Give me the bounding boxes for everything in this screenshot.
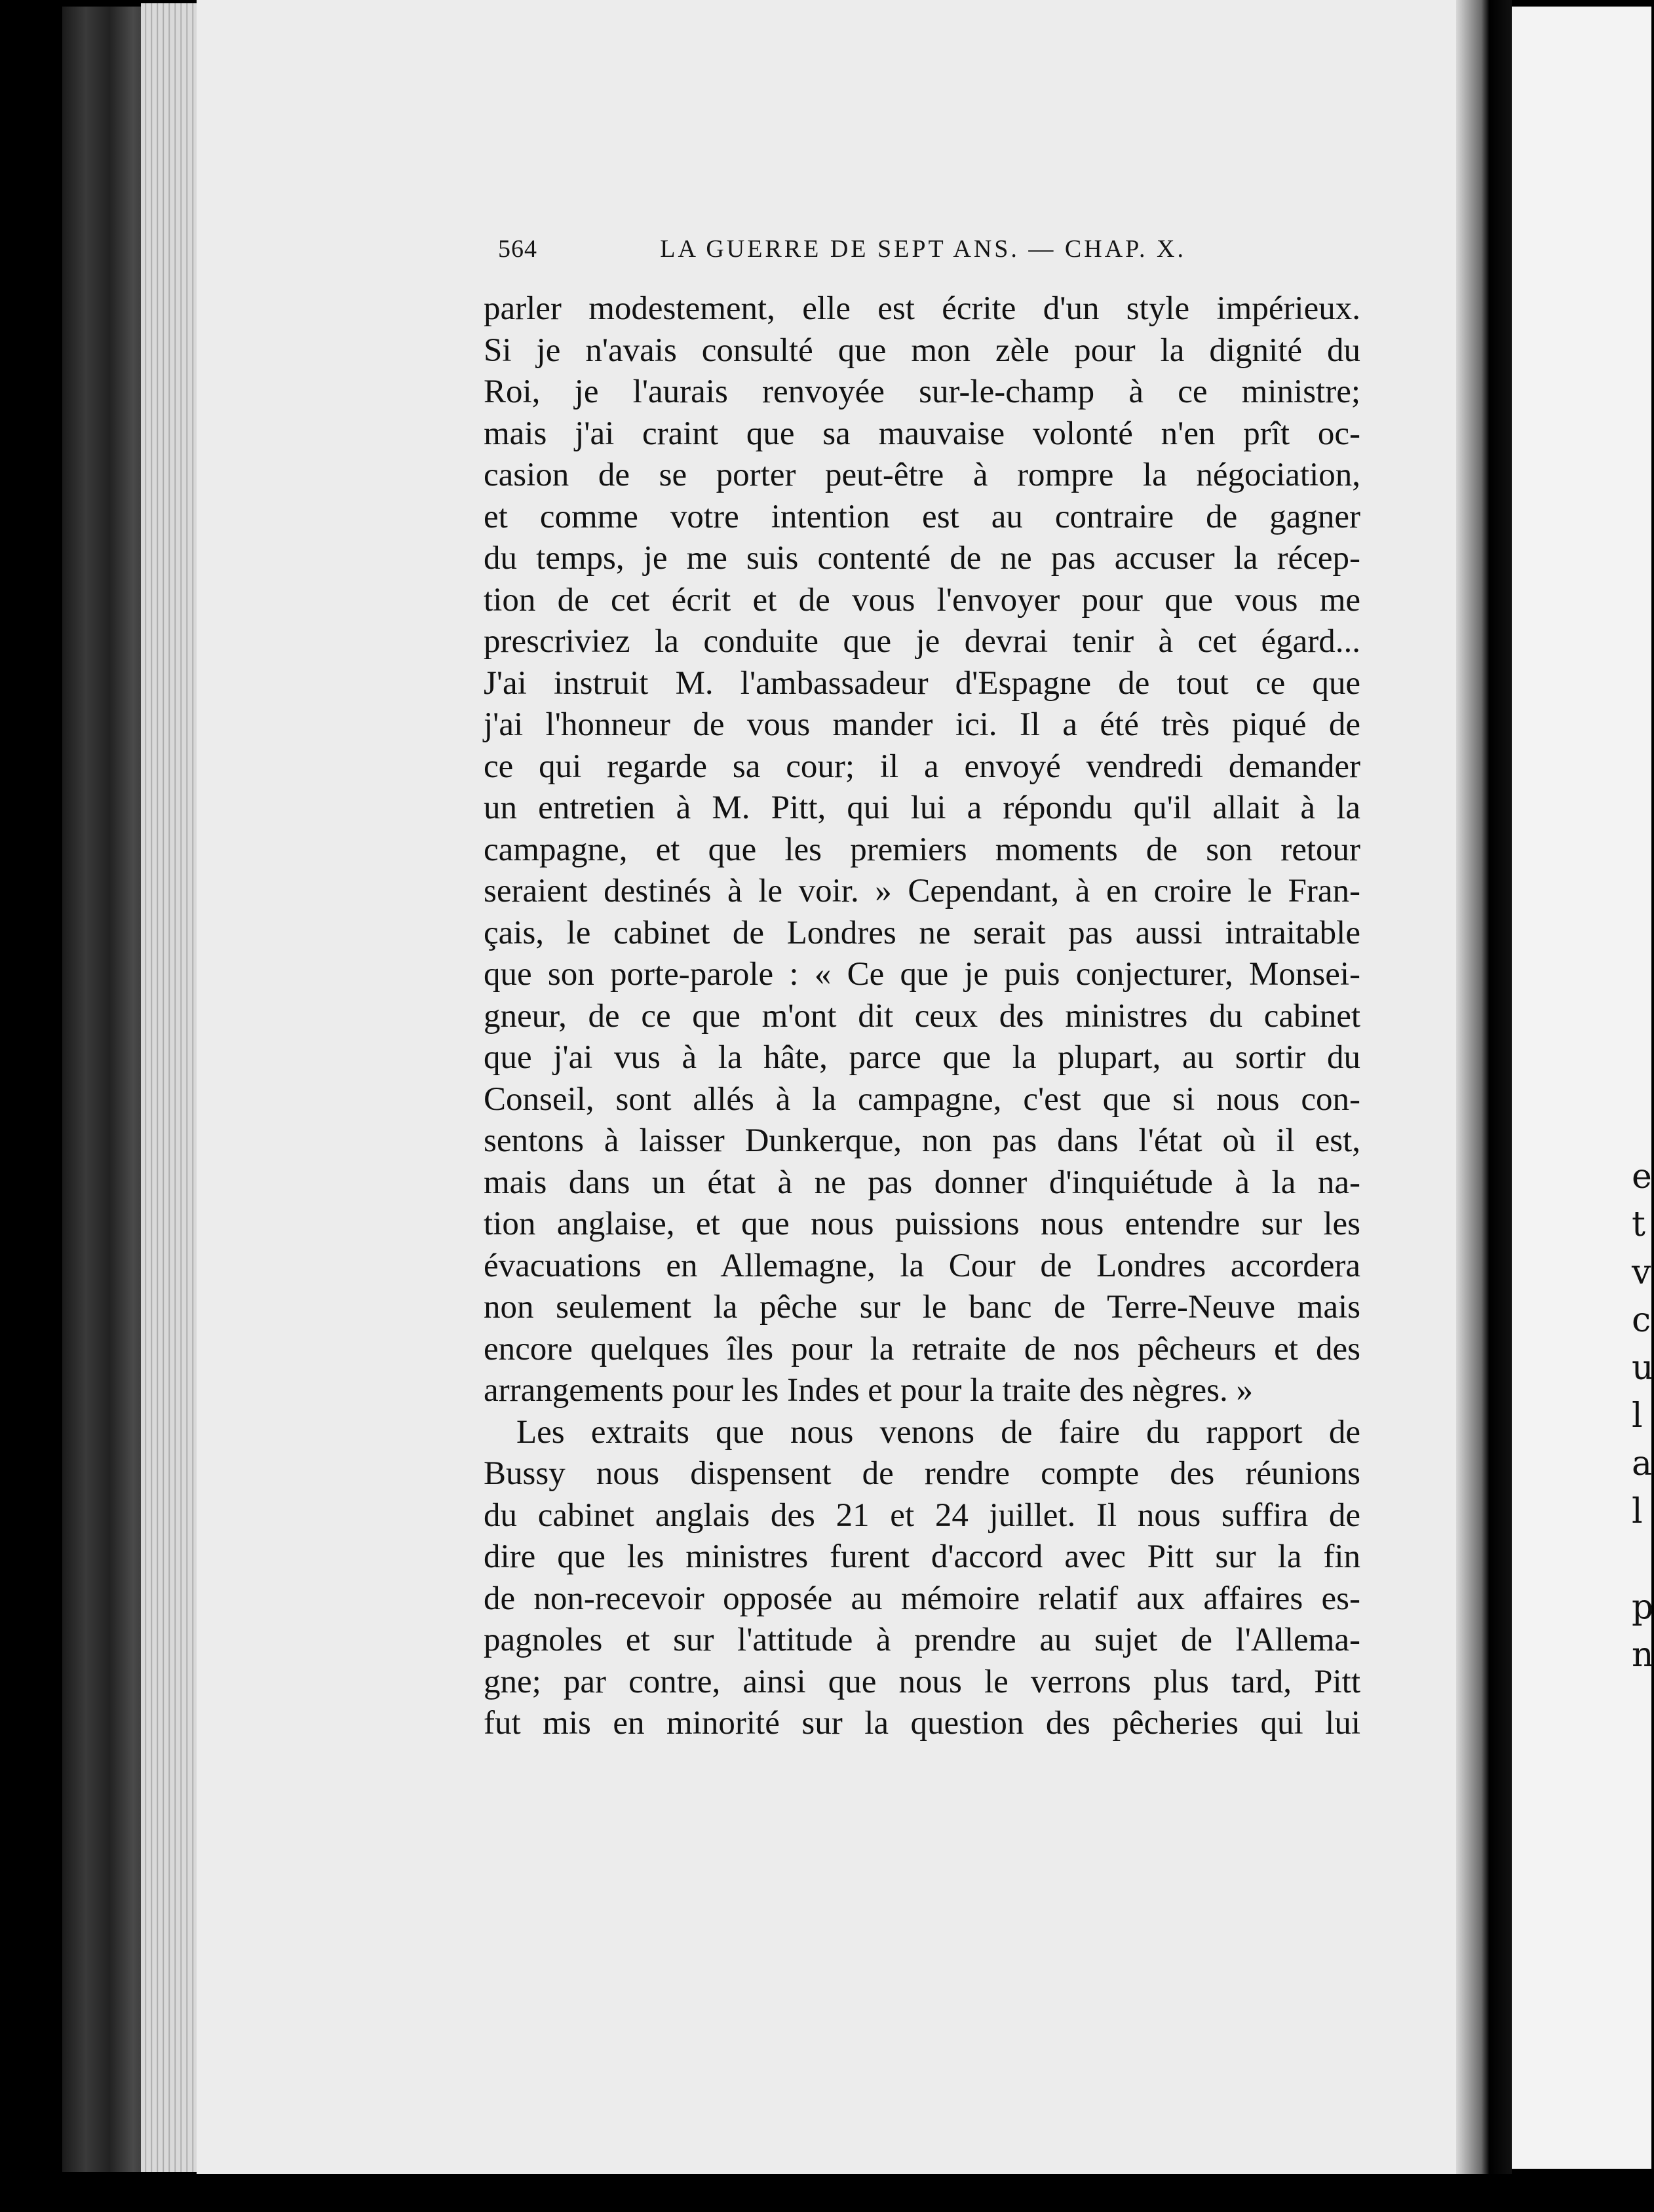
bottom-shadow <box>0 2174 1651 2212</box>
text-line: parler modestement, elle est écrite d'un style impérieux. <box>484 290 1360 327</box>
text-line: Si je n'avais consulté que mon zèle pour la dignité du <box>484 332 1360 369</box>
text-line: Roi, je l'aurais renvoyée sur-le-champ à ce ministre; <box>484 373 1360 410</box>
text-line: du cabinet anglais des 21 et 24 juillet. Il nous suffira de <box>484 1497 1360 1534</box>
text-line: évacuations en Allemagne, la Cour de Londres accordera <box>484 1247 1360 1284</box>
text-line: gneur, de ce que m'ont dit ceux des ministres du cabinet <box>484 997 1360 1035</box>
text-line: un entretien à M. Pitt, qui lui a répondu qu'il allait à la <box>484 790 1360 826</box>
fragment-letter: v <box>1632 1253 1651 1292</box>
text-line: que j'ai vus à la hâte, parce que la plupart, au sortir du <box>484 1039 1360 1076</box>
text-line: prescriviez la conduite que je devrai tenir à cet égard... <box>484 623 1360 660</box>
fragment-letter: u <box>1632 1348 1654 1388</box>
fragment-letter: e <box>1632 1157 1652 1196</box>
text-line: que son porte-parole : « Ce que je puis conjecturer, Monsei- <box>484 956 1360 993</box>
text-line: fut mis en minorité sur la question des pêcheries qui lui <box>484 1705 1360 1742</box>
paragraph-start-line: Les extraits que nous venons de faire du rapport de <box>516 1413 1360 1451</box>
text-line: non seulement la pêche sur le banc de Terre-Neuve mais <box>484 1289 1360 1325</box>
fragment-letter: t <box>1632 1205 1645 1244</box>
page-stack-edges <box>141 3 200 2172</box>
text-line: et comme votre intention est au contraire de gagner <box>484 498 1360 535</box>
text-line: Bussy nous dispensent de rendre compte des réunions <box>484 1455 1360 1492</box>
text-line: campagne, et que les premiers moments de son retour <box>484 831 1360 868</box>
fragment-letter <box>1632 1536 1651 1584</box>
running-head <box>498 229 1186 269</box>
running-title: LA GUERRE DE SEPT ANS. — CHAP. X. <box>660 235 1186 263</box>
facing-page <box>1507 7 1654 2169</box>
text-line: çais, le cabinet de Londres ne serait pas aussi intraitable <box>484 914 1360 951</box>
fragment-letter: l <box>1632 1396 1643 1436</box>
text-line: seraient destinés à le voir. » Cependant, à en croire le Fran- <box>484 873 1360 909</box>
page-number: 564 <box>498 235 537 263</box>
text-line: Conseil, sont allés à la campagne, c'est que si nous con- <box>484 1080 1360 1118</box>
fragment-letter: c <box>1632 1301 1651 1340</box>
text-line: tion anglaise, et que nous puissions nous entendre sur les <box>484 1206 1360 1242</box>
fragment-letter: n <box>1632 1635 1654 1675</box>
text-line: ce qui regarde sa cour; il a envoyé vendredi demander <box>484 748 1360 785</box>
text-line: gne; par contre, ainsi que nous le verrons plus tard, Pitt <box>484 1663 1360 1700</box>
text-line: casion de se porter peut-être à rompre la négociation, <box>484 457 1360 493</box>
text-line: j'ai l'honneur de vous mander ici. Il a été très piqué de <box>484 706 1360 743</box>
text-line: J'ai instruit M. l'ambassadeur d'Espagne de tout ce que <box>484 664 1360 702</box>
text-line: tion de cet écrit et de vous l'envoyer pour que vous me <box>484 581 1360 619</box>
text-line: arrangements pour les Indes et pour la traite des nègres. » <box>484 1372 1253 1409</box>
fragment-letter: a <box>1632 1444 1653 1483</box>
text-line: du temps, je me suis contenté de ne pas accuser la récep- <box>484 540 1360 577</box>
text-line: de non-recevoir opposée au mémoire relatif aux affaires es- <box>484 1580 1360 1617</box>
text-line: mais dans un état à ne pas donner d'inquiétude à la na- <box>484 1164 1360 1201</box>
body-text <box>484 288 1360 1745</box>
fragment-letter: p <box>1632 1588 1654 1627</box>
text-line: mais j'ai craint que sa mauvaise volonté n'en prît oc- <box>484 415 1360 452</box>
text-line: encore quelques îles pour la retraite de nos pêcheurs et des <box>484 1330 1360 1367</box>
facing-page-fragments <box>1632 1153 1654 1679</box>
fragment-letter: l <box>1632 1492 1643 1531</box>
text-line: pagnoles et sur l'attitude à prendre au sujet de l'Allema- <box>484 1622 1360 1658</box>
text-line: dire que les ministres furent d'accord avec Pitt sur la fin <box>484 1538 1360 1575</box>
text-line: sentons à laisser Dunkerque, non pas dans l'état où il est, <box>484 1122 1360 1159</box>
book-gutter <box>1456 0 1512 2212</box>
